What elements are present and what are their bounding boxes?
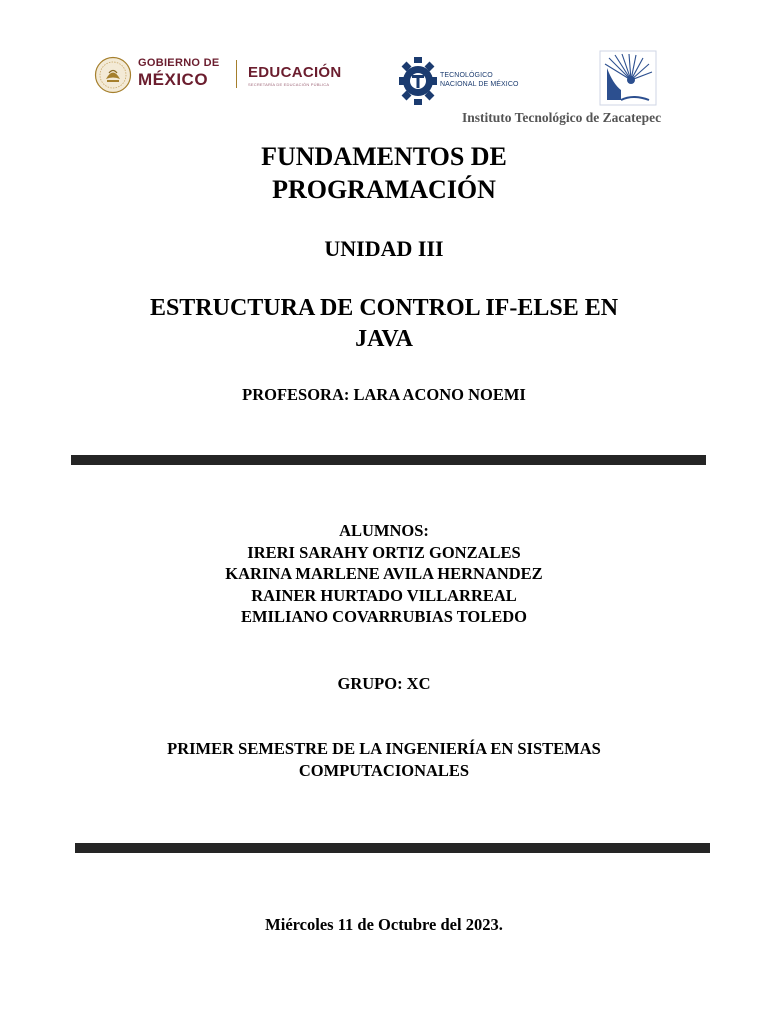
semester-line2: COMPUTACIONALES <box>298 760 470 780</box>
student-name: IRERI SARAHY ORTIZ GONZALES <box>247 542 521 562</box>
gobierno-line1: GOBIERNO DE <box>138 57 220 69</box>
topic-title-line1: ESTRUCTURA DE CONTROL IF-ELSE EN <box>149 295 619 321</box>
semester-label <box>0 738 768 781</box>
educacion-wordmark: EDUCACIÓN <box>248 64 342 81</box>
divider-bar-bottom <box>75 843 710 853</box>
group-label: GRUPO: XC <box>337 674 431 693</box>
educacion-subtitle: SECRETARÍA DE EDUCACIÓN PÚBLICA <box>248 82 330 87</box>
topic-title <box>0 293 768 355</box>
professor-name: PROFESORA: LARA ACONO NOEMI <box>242 385 526 404</box>
course-title-line1: FUNDAMENTOS DE <box>261 142 507 171</box>
students-heading: ALUMNOS: <box>339 521 429 540</box>
tecnm-logo <box>398 56 520 108</box>
topic-title-line2: JAVA <box>355 326 413 352</box>
divider-bar-top <box>71 455 706 465</box>
tecnm-line1: TECNOLÓGICO <box>440 72 493 79</box>
semester-line1: PRIMER SEMESTRE DE LA INGENIERÍA EN SISTEMAS <box>167 739 601 758</box>
unit-title: UNIDAD III <box>324 236 444 261</box>
students-block <box>0 520 768 628</box>
mexican-coat-of-arms-icon <box>94 56 132 94</box>
itz-emblem-icon <box>599 50 657 106</box>
gobierno-line2: MÉXICO <box>138 70 209 89</box>
gobierno-educacion-logo <box>94 56 354 94</box>
tecnm-gear-icon <box>398 56 438 106</box>
institute-name: Instituto Tecnológico de Zacatepec <box>462 110 662 125</box>
course-title-line2: PROGRAMACIÓN <box>272 175 496 204</box>
date-label: Miércoles 11 de Octubre del 2023. <box>265 915 503 934</box>
tecnm-wordmark <box>440 72 519 90</box>
logo-divider <box>236 60 237 88</box>
student-name: KARINA MARLENE AVILA HERNANDEZ <box>225 564 543 583</box>
student-name: RAINER HURTADO VILLARREAL <box>251 585 517 605</box>
tecnm-line2: NACIONAL DE MÉXICO <box>440 80 519 88</box>
course-title <box>0 140 768 206</box>
gobierno-wordmark <box>138 58 220 88</box>
student-name: EMILIANO COVARRUBIAS TOLEDO <box>240 607 528 626</box>
